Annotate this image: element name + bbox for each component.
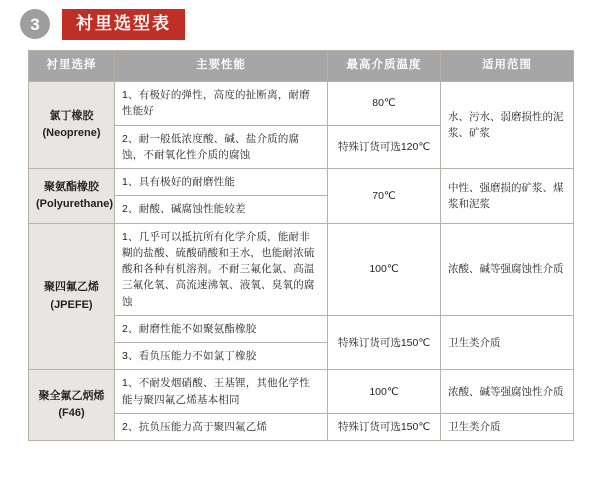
table-header-row — [29, 51, 574, 82]
lining-name-cn: 氯丁橡胶 — [49, 109, 94, 122]
section-number-badge: 3 — [20, 9, 50, 39]
lining-name-polyurethane — [29, 169, 115, 224]
scope-cell: 中性、强磨损的矿浆、煤浆和泥浆 — [441, 169, 574, 224]
max-temp-cell: 特殊订货可选150℃ — [328, 413, 441, 440]
table-row — [29, 223, 574, 315]
performance-cell: 2、抗负压能力高于聚四氟乙烯 — [115, 413, 328, 440]
lining-name-en: (Neoprene) — [42, 127, 101, 140]
max-temp-cell: 80℃ — [328, 82, 441, 126]
lining-name-cn: 聚氨酯橡胶 — [44, 180, 99, 193]
max-temp-cell: 100℃ — [328, 370, 441, 414]
performance-cell: 1、几乎可以抵抗所有化学介质，能耐非糊的盐酸、硫酸硝酸和王水，也能耐浓硫酸和各种有机溶剂。不耐三氟化氯、高温三氟化氧、高流速沸氧、液氧、臭氧的腐蚀 — [115, 223, 328, 315]
max-temp-cell: 特殊订货可选150℃ — [328, 315, 441, 370]
table-row — [29, 82, 574, 126]
scope-cell: 卫生类介质 — [441, 413, 574, 440]
lining-name-jpefe — [29, 223, 115, 370]
table-head — [29, 51, 574, 82]
scope-cell: 卫生类介质 — [441, 315, 574, 370]
lining-selection-table — [28, 50, 574, 441]
scope-cell: 水、污水、弱磨损性的泥浆、矿浆 — [441, 82, 574, 169]
performance-cell: 2、耐一般低浓度酸、碱、盐介质的腐蚀，不耐氧化性介质的腐蚀 — [115, 125, 328, 169]
max-temp-cell: 特殊订货可选120℃ — [328, 125, 441, 169]
performance-cell: 3、看负压能力不如氯丁橡胶 — [115, 343, 328, 370]
performance-cell: 1、不耐发烟硝酸、王基锂，其他化学性能与聚四氟乙烯基本相同 — [115, 370, 328, 414]
column-header-max-temp: 最高介质温度 — [328, 51, 441, 82]
scope-cell: 浓酸、碱等强腐蚀性介质 — [441, 223, 574, 315]
lining-name-neoprene — [29, 82, 115, 169]
table-row — [29, 370, 574, 414]
column-header-scope: 适用范围 — [441, 51, 574, 82]
page-title: 衬里选型表 — [62, 9, 185, 40]
column-header-lining: 衬里选择 — [29, 51, 115, 82]
performance-cell: 2、耐磨性能不如聚氨酯橡胶 — [115, 315, 328, 342]
performance-cell: 1、有极好的弹性，高度的扯断离，耐磨性能好 — [115, 82, 328, 126]
lining-name-en: (Polyurethane) — [36, 197, 114, 210]
lining-name-en: (F46) — [58, 407, 85, 420]
scope-cell: 浓酸、碱等强腐蚀性介质 — [441, 370, 574, 414]
table-body — [29, 82, 574, 441]
lining-selection-table-wrap — [28, 50, 573, 441]
column-header-performance: 主要性能 — [115, 51, 328, 82]
lining-name-cn: 聚四氟乙烯 — [44, 281, 99, 294]
performance-cell: 2、耐酸、碱腐蚀性能较差 — [115, 196, 328, 223]
max-temp-cell: 70℃ — [328, 169, 441, 224]
table-row — [29, 169, 574, 196]
performance-cell: 1、具有极好的耐磨性能 — [115, 169, 328, 196]
lining-name-f46 — [29, 370, 115, 441]
lining-name-en: (JPEFE) — [50, 298, 93, 311]
section-header — [20, 8, 185, 40]
max-temp-cell: 100℃ — [328, 223, 441, 315]
lining-name-cn: 聚全氟乙炳烯 — [38, 390, 105, 403]
